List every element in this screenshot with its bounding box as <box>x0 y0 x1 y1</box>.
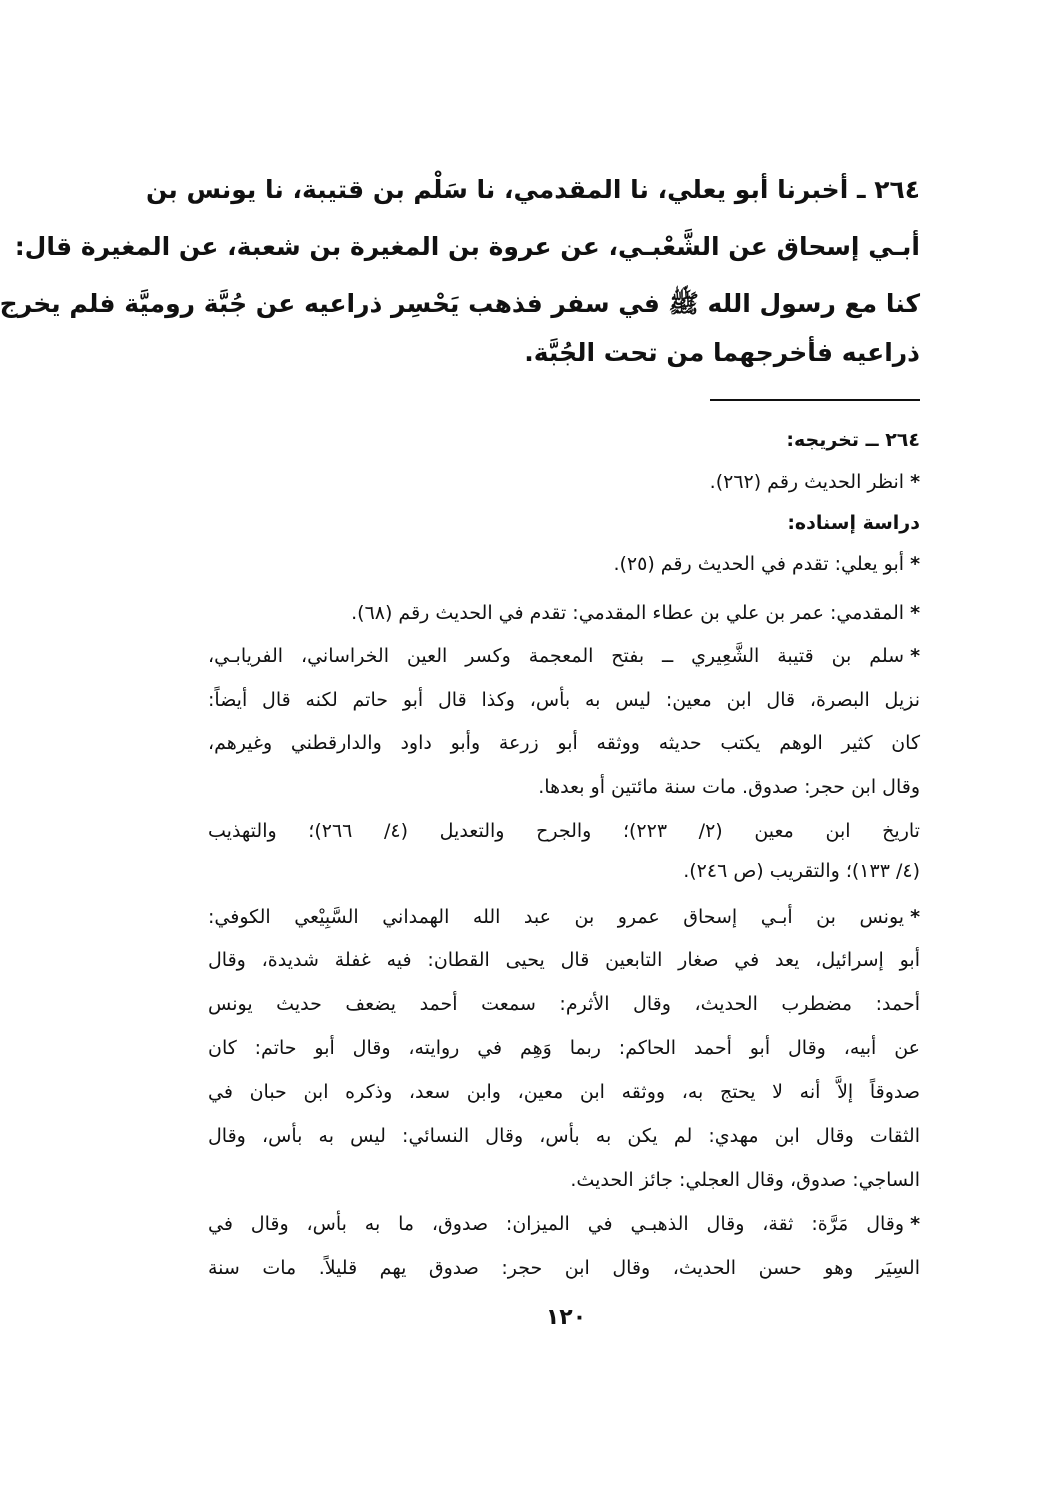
takhrij-item <box>208 462 920 502</box>
narrator-marra-line-1 <box>208 1204 920 1244</box>
narrator-muqaddami <box>208 593 920 633</box>
narrator-yunus-line-5: صدوقاً إلاَّ أنه لا يحتج به، ووثقه ابن معين، وابن سعد، وذكره ابن حبان في <box>208 1081 920 1103</box>
takhrij-item-text: انظر الحديث رقم (٢٦٢). <box>709 471 905 493</box>
salm-text-1: سلم بن قتيبة الشَّعِيري ــ بفتح المعجمة وكسر العين الخراساني، الفريابـي، <box>208 645 905 667</box>
narrator-yunus-line-3: أحمد: مضطرب الحديث، وقال الأثرم: سمعت أحمد يضعف حديث يونس <box>208 993 920 1015</box>
hadith-line-2: أبـي إسحاق عن الشَّعْبـي، عن عروة بن المغيرة بن شعبة، عن المغيرة قال: <box>14 232 920 261</box>
narrator-muqaddami-text: المقدمي: عمر بن علي بن عطاء المقدمي: تقدم في الحديث رقم (٦٨). <box>351 602 905 624</box>
takhrij-heading: ٢٦٤ ــ تخريجه: <box>786 429 920 451</box>
footnote-divider <box>710 399 920 401</box>
narrator-abu-yala-text: أبو يعلي: تقدم في الحديث رقم (٢٥). <box>613 553 905 575</box>
hadith-line-3: كنا مع رسول الله ﷺ في سفر فذهب يَحْسِر ذراعيه عن جُبَّة روميَّة فلم يخرج <box>0 289 920 318</box>
salm-refs-line-2: (٤/ ١٣٣)؛ والتقريب (ص ٢٤٦). <box>683 860 920 882</box>
narrator-yunus-line-7: الساجي: صدوق، وقال العجلي: جائز الحديث. <box>570 1169 920 1191</box>
hadith-line-4: ذراعيه فأخرجهما من تحت الجُبَّة. <box>524 338 920 367</box>
bullet-star: * <box>910 906 920 928</box>
narrator-yunus-line-4: عن أبيه، وقال أبو أحمد الحاكم: ربما وَهِم في روايته، وقال أبو حاتم: كان <box>208 1037 920 1059</box>
bullet-star: * <box>910 1213 920 1235</box>
bullet-star: * <box>910 553 920 575</box>
narrator-abu-yala <box>208 544 920 584</box>
narrator-marra-line-2: السِيَر وهو حسن الحديث، وقال ابن حجر: صدوق يهم قليلاً. مات سنة <box>208 1257 920 1279</box>
bullet-star: * <box>910 602 920 624</box>
marra-text-1: وقال مَرَّة: ثقة، وقال الذهبـي في الميزان: صدوق، ما به بأس، وقال في <box>208 1213 905 1235</box>
dirasa-heading: دراسة إسناده: <box>787 512 920 534</box>
page-number: ١٢٠ <box>545 1305 587 1330</box>
narrator-yunus-line-6: الثقات وقال ابن مهدي: لم يكن به بأس، وقال النسائي: ليس به بأس، وقال <box>208 1125 920 1147</box>
narrator-salm-line-1 <box>208 636 920 676</box>
bullet-star: * <box>910 471 920 493</box>
bullet-star: * <box>910 645 920 667</box>
narrator-yunus-line-1 <box>208 897 920 937</box>
narrator-salm-line-4: وقال ابن حجر: صدوق. مات سنة مائتين أو بعدها. <box>538 776 920 798</box>
narrator-salm-line-2: نزيل البصرة، قال ابن معين: ليس به بأس، وكذا قال أبو حاتم لكنه قال أيضاً: <box>208 689 920 711</box>
hadith-line-1-text: ـ أخبرنا أبو يعلي، نا المقدمي، نا سَلْم بن قتيبة، نا يونس بن <box>145 175 875 204</box>
yunus-text-1: يونس بن أبـي إسحاق عمرو بن عبد الله الهمداني السَّبِيْعي الكوفي: <box>208 906 905 928</box>
hadith-number: ٢٦٤ <box>874 175 920 204</box>
salm-refs-line-1: تاريخ ابن معين (٢/ ٢٢٣)؛ والجرح والتعديل (٤/ ٢٦٦)؛ والتهذيب <box>208 820 920 842</box>
narrator-salm-line-3: كان كثير الوهم يكتب حديثه ووثقه أبو زرعة وأبو داود والدارقطني وغيرهم، <box>208 732 920 754</box>
hadith-line-1 <box>145 162 920 218</box>
narrator-yunus-line-2: أبو إسرائيل، يعد في صغار التابعين قال يحيى القطان: فيه غفلة شديدة، وقال <box>208 949 920 971</box>
